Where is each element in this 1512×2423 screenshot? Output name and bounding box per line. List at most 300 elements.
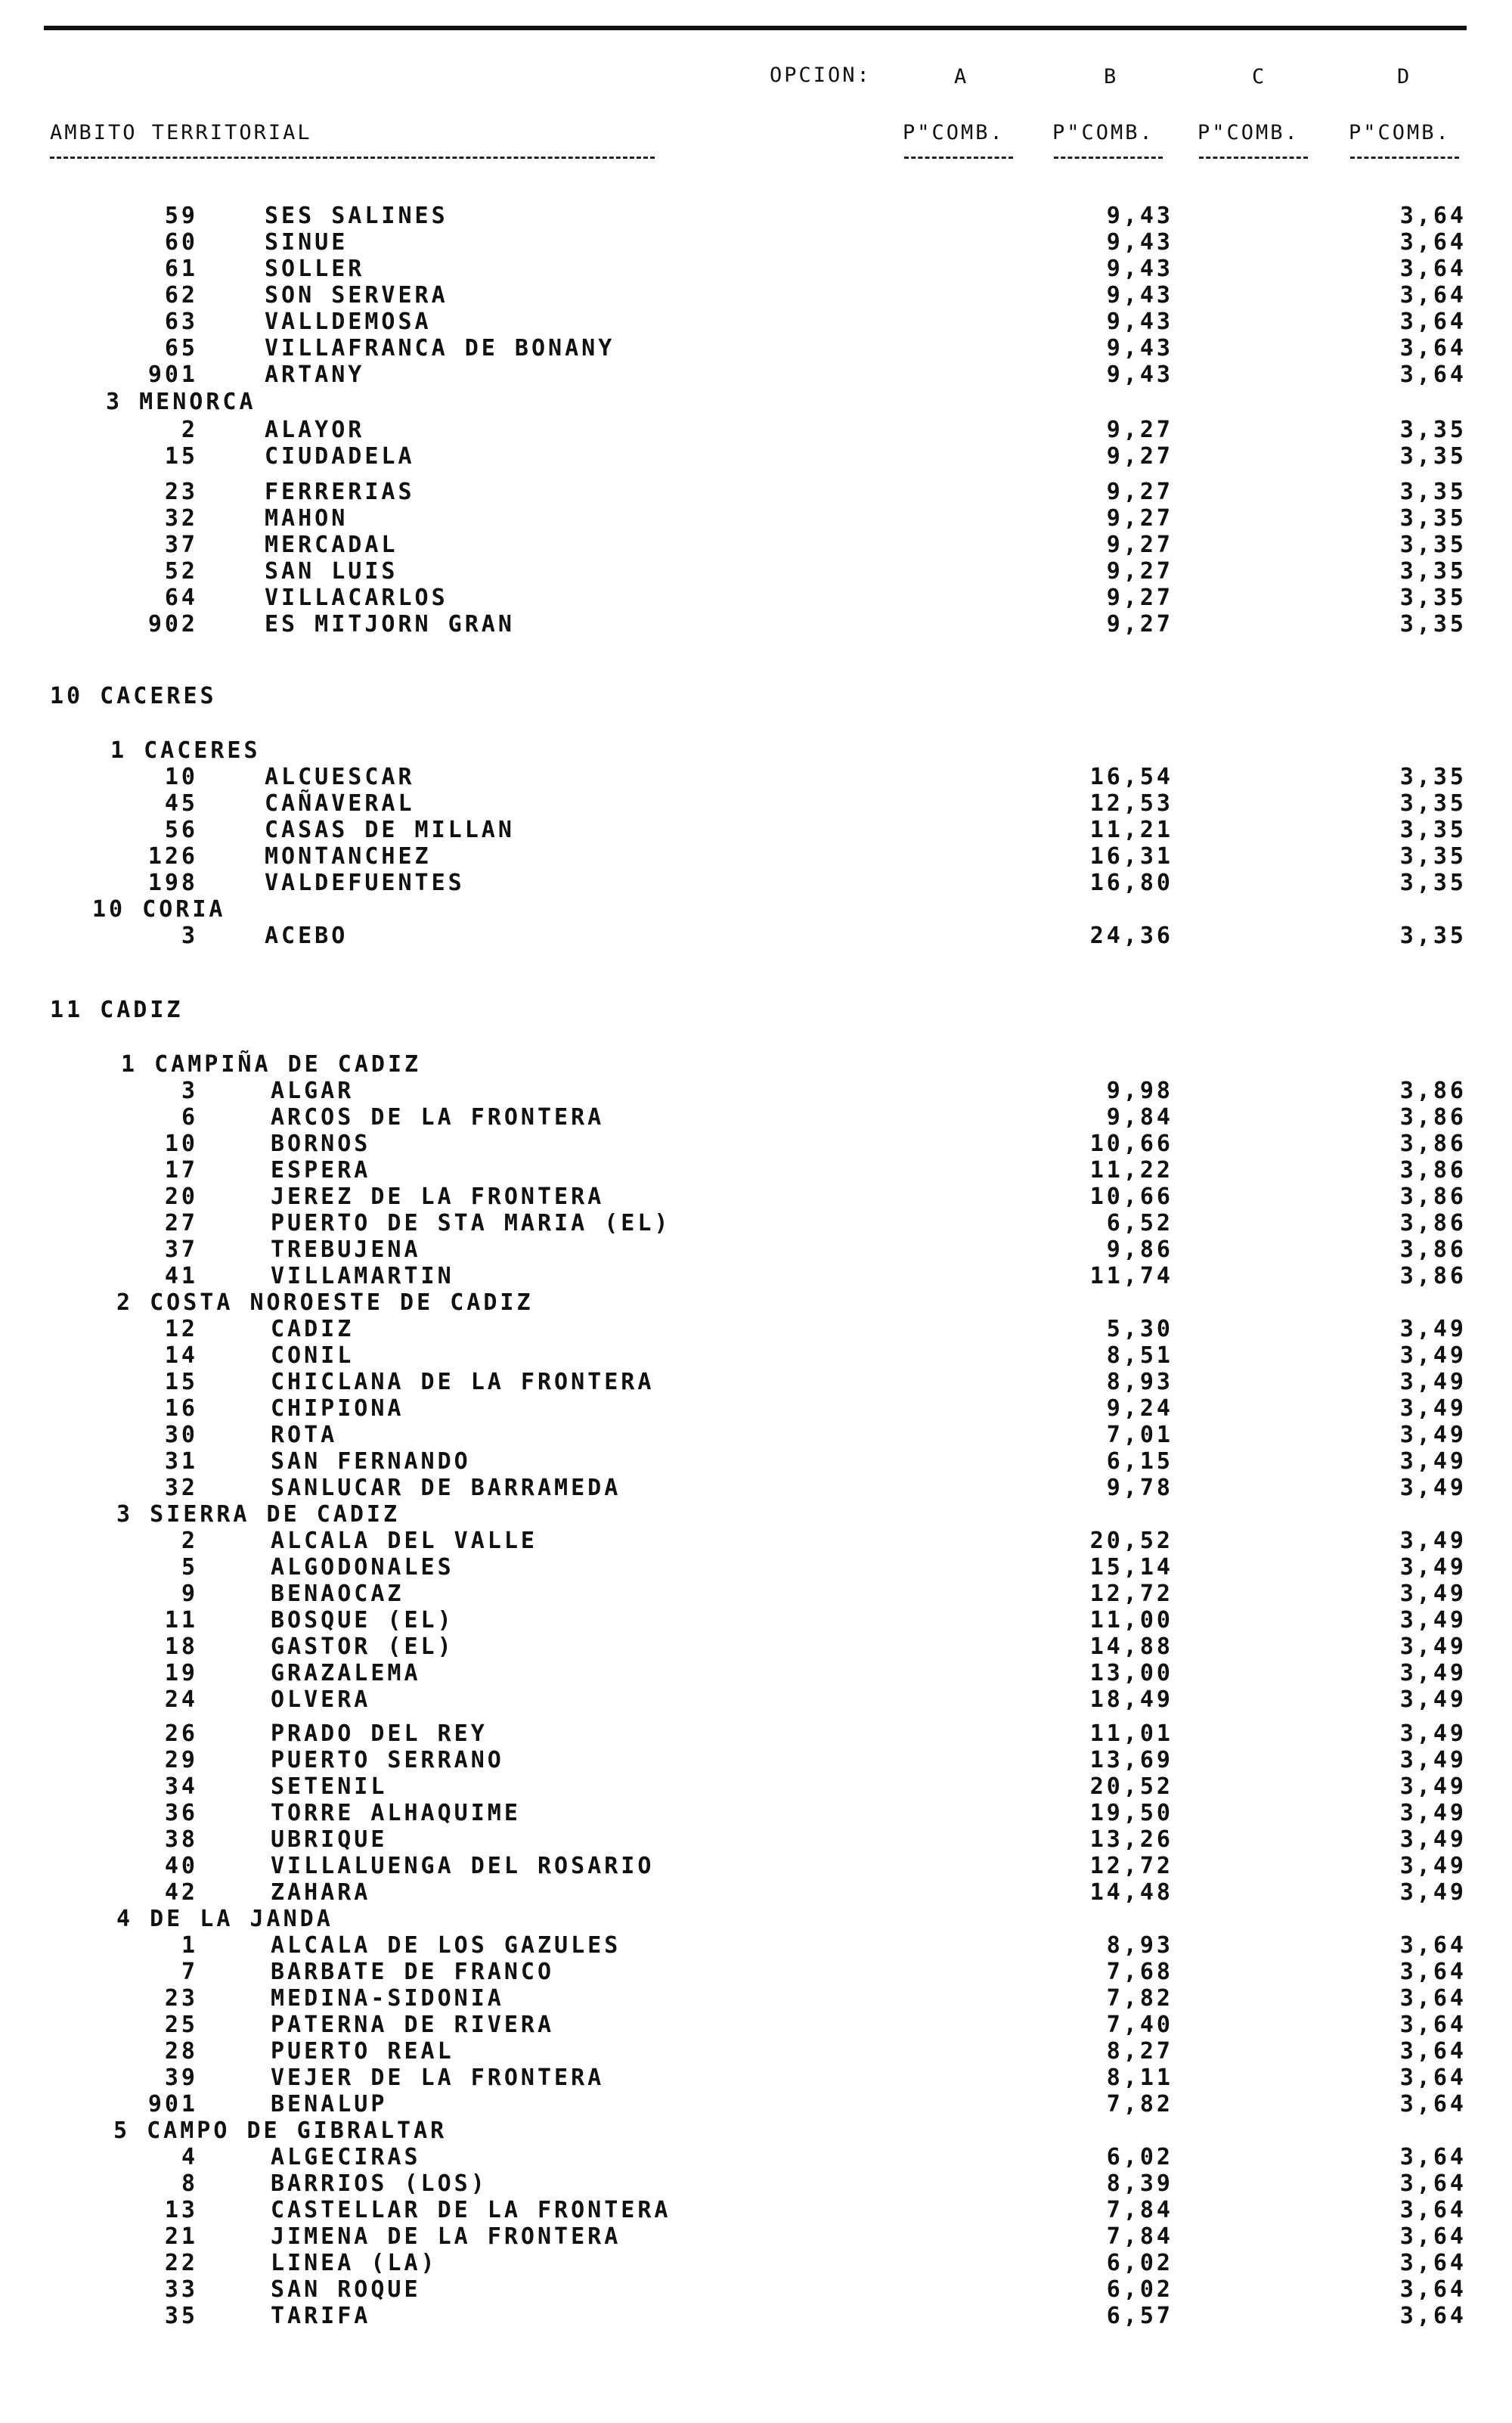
municipality-code: 11 — [164, 1607, 198, 1633]
zone-heading — [0, 389, 1512, 414]
municipality-name: ALGECIRAS — [271, 2144, 421, 2170]
table-row — [0, 1263, 1512, 1289]
option-d-value: 3,49 — [1399, 1528, 1467, 1554]
option-b-value: 5,30 — [1106, 1316, 1173, 1342]
municipality-name: MONTANCHEZ — [265, 843, 432, 870]
option-b-value: 9,43 — [1106, 361, 1173, 388]
option-d-value: 3,49 — [1399, 1853, 1467, 1879]
municipality-code: 28 — [164, 2038, 198, 2065]
municipality-code: 31 — [164, 1448, 198, 1475]
option-d-value: 3,35 — [1399, 923, 1467, 949]
municipality-name: TORRE ALHAQUIME — [271, 1800, 521, 1826]
option-b-value: 14,48 — [1089, 1879, 1173, 1906]
municipality-name: BENAOCAZ — [271, 1581, 404, 1607]
municipality-name: MEDINA-SIDONIA — [271, 1985, 504, 2012]
option-d-value: 3,64 — [1399, 361, 1467, 388]
option-d-value: 3,35 — [1399, 870, 1467, 896]
table-row — [0, 1959, 1512, 1984]
municipality-name: VEJER DE LA FRONTERA — [271, 2065, 605, 2091]
option-b-value: 6,02 — [1106, 2250, 1173, 2276]
option-d-value: 3,35 — [1399, 479, 1467, 505]
municipality-name: CHIPIONA — [271, 1395, 404, 1422]
table-row — [0, 1686, 1512, 1712]
province-heading — [0, 997, 1512, 1022]
option-d-value: 3,35 — [1399, 764, 1467, 790]
option-d-value: 3,49 — [1399, 1316, 1467, 1342]
municipality-code: 59 — [164, 203, 198, 229]
option-b-value: 9,98 — [1106, 1078, 1173, 1104]
option-d-value: 3,86 — [1399, 1078, 1467, 1104]
option-d: D — [1397, 65, 1412, 88]
option-d-value: 3,64 — [1399, 1985, 1467, 2012]
municipality-code: 37 — [164, 532, 198, 558]
top-rule — [44, 26, 1467, 30]
table-row — [0, 417, 1512, 442]
option-d-value: 3,64 — [1399, 2223, 1467, 2250]
municipality-code: 10 — [164, 1131, 198, 1157]
table-row — [0, 2250, 1512, 2276]
municipality-code: 37 — [164, 1236, 198, 1263]
municipality-name: BORNOS — [271, 1131, 371, 1157]
municipality-code: 10 — [164, 764, 198, 790]
option-b-value: 9,27 — [1106, 417, 1173, 443]
municipality-code: 13 — [164, 2197, 198, 2223]
table-row — [0, 1581, 1512, 1606]
municipality-name: SES SALINES — [265, 203, 448, 229]
municipality-code: 14 — [164, 1342, 198, 1369]
municipality-name: TARIFA — [271, 2303, 371, 2329]
municipality-code: 4 — [181, 2144, 198, 2170]
opcion-label: OPCION: — [770, 64, 872, 87]
option-d-value: 3,64 — [1399, 1932, 1467, 1959]
option-d-value: 3,64 — [1399, 1959, 1467, 1985]
table-row — [0, 1422, 1512, 1447]
table-row — [0, 532, 1512, 557]
zone-heading — [0, 1289, 1512, 1315]
municipality-name: CAÑAVERAL — [265, 790, 415, 817]
table-row — [0, 1720, 1512, 1746]
option-a: A — [954, 65, 969, 88]
table-row — [0, 843, 1512, 869]
option-b-value: 7,40 — [1106, 2012, 1173, 2038]
municipality-code: 6 — [181, 1104, 198, 1131]
option-d-value: 3,49 — [1399, 1554, 1467, 1581]
option-b-value: 9,43 — [1106, 309, 1173, 335]
municipality-code: 901 — [147, 2091, 198, 2117]
option-d-value: 3,49 — [1399, 1422, 1467, 1448]
option-b-value: 9,86 — [1106, 1236, 1173, 1263]
municipality-code: 36 — [164, 1800, 198, 1826]
table-row — [0, 1773, 1512, 1799]
option-b-value: 11,21 — [1089, 817, 1173, 843]
col-header-c: P"COMB. — [1198, 121, 1300, 144]
municipality-name: CADIZ — [271, 1316, 355, 1342]
table-row — [0, 1316, 1512, 1342]
municipality-name: PUERTO SERRANO — [271, 1747, 504, 1773]
table-row — [0, 2170, 1512, 2196]
zone-heading — [0, 737, 1512, 763]
option-b-value: 8,27 — [1106, 2038, 1173, 2065]
option-d-value: 3,64 — [1399, 256, 1467, 282]
col-a-underline — [904, 157, 1013, 159]
option-d-value: 3,49 — [1399, 1581, 1467, 1607]
option-b-value: 9,43 — [1106, 256, 1173, 282]
table-row — [0, 790, 1512, 816]
municipality-code: 5 — [181, 1554, 198, 1581]
option-b-value: 8,51 — [1106, 1342, 1173, 1369]
option-b-value: 13,69 — [1089, 1747, 1173, 1773]
option-b-value: 20,52 — [1089, 1528, 1173, 1554]
option-d-value: 3,35 — [1399, 790, 1467, 817]
col-d-underline — [1350, 157, 1459, 159]
option-b-value: 9,27 — [1106, 611, 1173, 638]
option-d-value: 3,49 — [1399, 1800, 1467, 1826]
municipality-name: BENALUP — [271, 2091, 388, 2117]
municipality-name: ROTA — [271, 1422, 338, 1448]
table-row — [0, 1747, 1512, 1773]
option-d-value: 3,35 — [1399, 443, 1467, 470]
municipality-code: 38 — [164, 1826, 198, 1853]
table-row — [0, 1985, 1512, 2011]
option-b-value: 10,66 — [1089, 1184, 1173, 1210]
municipality-code: 17 — [164, 1157, 198, 1184]
municipality-code: 198 — [147, 870, 198, 896]
option-d-value: 3,64 — [1399, 335, 1467, 361]
table-row — [0, 1475, 1512, 1500]
municipality-code: 42 — [164, 1879, 198, 1906]
option-d-value: 3,49 — [1399, 1660, 1467, 1686]
option-d-value: 3,64 — [1399, 2012, 1467, 2038]
table-row — [0, 1554, 1512, 1580]
option-b-value: 19,50 — [1089, 1800, 1173, 1826]
table-row — [0, 558, 1512, 584]
option-d-value: 3,35 — [1399, 585, 1467, 611]
option-d-value: 3,64 — [1399, 2144, 1467, 2170]
municipality-name: JIMENA DE LA FRONTERA — [271, 2223, 621, 2250]
municipality-code: 23 — [164, 479, 198, 505]
option-b-value: 12,72 — [1089, 1853, 1173, 1879]
ambito-underline — [50, 157, 655, 159]
municipality-name: JEREZ DE LA FRONTERA — [271, 1184, 605, 1210]
municipality-code: 52 — [164, 558, 198, 585]
option-d-value: 3,49 — [1399, 1607, 1467, 1633]
col-header-d: P"COMB. — [1349, 121, 1451, 144]
table-row — [0, 1184, 1512, 1209]
municipality-code: 3 — [181, 923, 198, 949]
table-row — [0, 282, 1512, 308]
option-b-value: 15,14 — [1089, 1554, 1173, 1581]
municipality-code: 62 — [164, 282, 198, 309]
municipality-name: TREBUJENA — [271, 1236, 421, 1263]
table-row — [0, 1104, 1512, 1130]
option-b-value: 11,22 — [1089, 1157, 1173, 1184]
municipality-name: BARRIOS (LOS) — [271, 2170, 488, 2197]
municipality-code: 7 — [181, 1959, 198, 1985]
municipality-name: ALCALA DEL VALLE — [271, 1528, 538, 1554]
municipality-code: 41 — [164, 1263, 198, 1289]
option-c: C — [1252, 65, 1267, 88]
table-row — [0, 1932, 1512, 1958]
province-label: 10 CACERES — [50, 683, 217, 709]
province-heading — [0, 683, 1512, 709]
option-b-value: 14,88 — [1089, 1633, 1173, 1660]
province-label: 11 CADIZ — [50, 997, 184, 1023]
option-b-value: 13,00 — [1089, 1660, 1173, 1686]
table-row — [0, 923, 1512, 948]
table-row — [0, 2276, 1512, 2302]
option-b-value: 16,54 — [1089, 764, 1173, 790]
option-b-value: 8,93 — [1106, 1932, 1173, 1959]
option-d-value: 3,49 — [1399, 1475, 1467, 1501]
table-row — [0, 585, 1512, 610]
option-b-value: 9,78 — [1106, 1475, 1173, 1501]
municipality-name: ACEBO — [265, 923, 349, 949]
option-d-value: 3,35 — [1399, 611, 1467, 638]
zone-heading — [0, 2117, 1512, 2143]
municipality-name: UBRIQUE — [271, 1826, 388, 1853]
table-row — [0, 2144, 1512, 2170]
municipality-name: PATERNA DE RIVERA — [271, 2012, 555, 2038]
zone-label: 3 MENORCA — [106, 389, 256, 415]
municipality-name: LINEA (LA) — [271, 2250, 438, 2276]
municipality-code: 902 — [147, 611, 198, 638]
option-d-value: 3,64 — [1399, 2250, 1467, 2276]
municipality-name: CIUDADELA — [265, 443, 415, 470]
table-row — [0, 870, 1512, 895]
option-b-value: 9,27 — [1106, 558, 1173, 585]
municipality-code: 12 — [164, 1316, 198, 1342]
municipality-name: GASTOR (EL) — [271, 1633, 454, 1660]
option-d-value: 3,35 — [1399, 558, 1467, 585]
option-d-value: 3,86 — [1399, 1104, 1467, 1131]
col-header-a: P"COMB. — [903, 121, 1005, 144]
option-b-value: 6,15 — [1106, 1448, 1173, 1475]
option-d-value: 3,64 — [1399, 2065, 1467, 2091]
table-row — [0, 1342, 1512, 1368]
table-row — [0, 479, 1512, 504]
municipality-code: 20 — [164, 1184, 198, 1210]
municipality-name: ARCOS DE LA FRONTERA — [271, 1104, 605, 1131]
option-b-value: 8,11 — [1106, 2065, 1173, 2091]
option-b-value: 12,53 — [1089, 790, 1173, 817]
municipality-code: 39 — [164, 2065, 198, 2091]
zone-heading — [0, 896, 1512, 922]
option-b-value: 9,84 — [1106, 1104, 1173, 1131]
municipality-name: SINUE — [265, 229, 349, 256]
municipality-name: PUERTO REAL — [271, 2038, 454, 2065]
table-row — [0, 2223, 1512, 2249]
municipality-name: CONIL — [271, 1342, 355, 1369]
option-b-value: 20,52 — [1089, 1773, 1173, 1800]
municipality-name: BOSQUE (EL) — [271, 1607, 454, 1633]
option-d-value: 3,86 — [1399, 1184, 1467, 1210]
option-d-value: 3,64 — [1399, 203, 1467, 229]
option-b-value: 6,02 — [1106, 2276, 1173, 2303]
municipality-name: SAN LUIS — [265, 558, 398, 585]
option-b-value: 9,27 — [1106, 585, 1173, 611]
municipality-code: 1 — [181, 1932, 198, 1959]
option-b-value: 9,27 — [1106, 443, 1173, 470]
table-row — [0, 443, 1512, 469]
option-b-value: 10,66 — [1089, 1131, 1173, 1157]
option-b-value: 24,36 — [1089, 923, 1173, 949]
option-d-value: 3,49 — [1399, 1747, 1467, 1773]
table-row — [0, 611, 1512, 637]
table-row — [0, 1853, 1512, 1879]
zone-label: 10 CORIA — [92, 896, 226, 923]
option-b-value: 16,31 — [1089, 843, 1173, 870]
municipality-name: PRADO DEL REY — [271, 1720, 488, 1747]
option-b-value: 9,24 — [1106, 1395, 1173, 1422]
table-row — [0, 1131, 1512, 1156]
municipality-name: SON SERVERA — [265, 282, 448, 309]
option-b-value: 9,27 — [1106, 505, 1173, 532]
municipality-code: 21 — [164, 2223, 198, 2250]
option-b-value: 9,27 — [1106, 532, 1173, 558]
option-b-value: 13,26 — [1089, 1826, 1173, 1853]
option-d-value: 3,64 — [1399, 2038, 1467, 2065]
municipality-name: CASAS DE MILLAN — [265, 817, 515, 843]
option-b-value: 9,43 — [1106, 335, 1173, 361]
municipality-code: 9 — [181, 1581, 198, 1607]
municipality-name: VILLAFRANCA DE BONANY — [265, 335, 615, 361]
table-row — [0, 1395, 1512, 1421]
table-row — [0, 335, 1512, 361]
option-b-value: 11,01 — [1089, 1720, 1173, 1747]
table-row — [0, 1528, 1512, 1553]
option-b-value: 11,00 — [1089, 1607, 1173, 1633]
municipality-code: 63 — [164, 309, 198, 335]
municipality-name: ALGODONALES — [271, 1554, 454, 1581]
municipality-code: 56 — [164, 817, 198, 843]
municipality-name: VILLACARLOS — [265, 585, 448, 611]
municipality-code: 16 — [164, 1395, 198, 1422]
table-row — [0, 1448, 1512, 1474]
table-row — [0, 2012, 1512, 2037]
option-b-value: 9,43 — [1106, 203, 1173, 229]
table-row — [0, 817, 1512, 842]
col-header-b: P"COMB. — [1052, 121, 1154, 144]
option-d-value: 3,35 — [1399, 417, 1467, 443]
option-b-value: 6,52 — [1106, 1210, 1173, 1236]
municipality-code: 27 — [164, 1210, 198, 1236]
municipality-name: VALLDEMOSA — [265, 309, 432, 335]
municipality-code: 901 — [147, 361, 198, 388]
municipality-code: 32 — [164, 505, 198, 532]
municipality-name: ESPERA — [271, 1157, 371, 1184]
municipality-code: 2 — [181, 417, 198, 443]
municipality-code: 2 — [181, 1528, 198, 1554]
option-d-value: 3,49 — [1399, 1826, 1467, 1853]
table-row — [0, 1879, 1512, 1905]
zone-heading — [0, 1906, 1512, 1931]
table-row — [0, 764, 1512, 790]
zone-label: 1 CACERES — [110, 737, 261, 764]
table-row — [0, 1607, 1512, 1633]
municipality-code: 25 — [164, 2012, 198, 2038]
municipality-name: VILLAMARTIN — [271, 1263, 454, 1289]
municipality-name: MERCADAL — [265, 532, 398, 558]
municipality-name: CHICLANA DE LA FRONTERA — [271, 1369, 655, 1395]
zone-label: 5 CAMPO DE GIBRALTAR — [113, 2117, 448, 2144]
option-d-value: 3,49 — [1399, 1342, 1467, 1369]
option-d-value: 3,49 — [1399, 1633, 1467, 1660]
table-row — [0, 203, 1512, 228]
municipality-code: 60 — [164, 229, 198, 256]
table-row — [0, 1826, 1512, 1852]
table-row — [0, 1800, 1512, 1826]
municipality-name: FERRERIAS — [265, 479, 415, 505]
option-b-value: 9,43 — [1106, 229, 1173, 256]
municipality-code: 19 — [164, 1660, 198, 1686]
option-d-value: 3,64 — [1399, 229, 1467, 256]
municipality-name: SAN ROQUE — [271, 2276, 421, 2303]
municipality-code: 24 — [164, 1686, 198, 1713]
table-row — [0, 2091, 1512, 2117]
table-row — [0, 1369, 1512, 1395]
option-d-value: 3,49 — [1399, 1448, 1467, 1475]
option-b-value: 8,93 — [1106, 1369, 1173, 1395]
municipality-code: 34 — [164, 1773, 198, 1800]
municipality-name: ALCUESCAR — [265, 764, 415, 790]
option-b-value: 7,01 — [1106, 1422, 1173, 1448]
municipality-code: 22 — [164, 2250, 198, 2276]
municipality-code: 8 — [181, 2170, 198, 2197]
table-row — [0, 1078, 1512, 1103]
option-d-value: 3,64 — [1399, 309, 1467, 335]
option-b-value: 6,02 — [1106, 2144, 1173, 2170]
zone-label: 3 SIERRA DE CADIZ — [116, 1501, 401, 1528]
option-b-value: 7,82 — [1106, 1985, 1173, 2012]
municipality-code: 26 — [164, 1720, 198, 1747]
option-d-value: 3,86 — [1399, 1210, 1467, 1236]
option-d-value: 3,64 — [1399, 282, 1467, 309]
municipality-name: ALAYOR — [265, 417, 365, 443]
option-b-value: 7,82 — [1106, 2091, 1173, 2117]
municipality-code: 29 — [164, 1747, 198, 1773]
option-b: B — [1104, 65, 1119, 88]
municipality-name: ALGAR — [271, 1078, 355, 1104]
option-d-value: 3,49 — [1399, 1720, 1467, 1747]
municipality-code: 61 — [164, 256, 198, 282]
municipality-name: ARTANY — [265, 361, 365, 388]
ambito-territorial-header: AMBITO TERRITORIAL — [50, 121, 312, 144]
option-d-value: 3,35 — [1399, 505, 1467, 532]
table-row — [0, 505, 1512, 531]
municipality-name: CASTELLAR DE LA FRONTERA — [271, 2197, 671, 2223]
table-row — [0, 361, 1512, 387]
table-row — [0, 2065, 1512, 2090]
table-row — [0, 1210, 1512, 1236]
table-row — [0, 2303, 1512, 2328]
option-b-value: 11,74 — [1089, 1263, 1173, 1289]
municipality-name: MAHON — [265, 505, 349, 532]
option-b-value: 6,57 — [1106, 2303, 1173, 2329]
municipality-code: 64 — [164, 585, 198, 611]
option-d-value: 3,35 — [1399, 532, 1467, 558]
option-b-value: 7,84 — [1106, 2197, 1173, 2223]
option-b-value: 12,72 — [1089, 1581, 1173, 1607]
municipality-code: 126 — [147, 843, 198, 870]
municipality-name: ES MITJORN GRAN — [265, 611, 515, 638]
option-d-value: 3,86 — [1399, 1236, 1467, 1263]
municipality-code: 3 — [181, 1078, 198, 1104]
table-row — [0, 2197, 1512, 2223]
zone-label: 1 CAMPIÑA DE CADIZ — [121, 1051, 422, 1078]
option-b-value: 16,80 — [1089, 870, 1173, 896]
municipality-code: 15 — [164, 443, 198, 470]
option-d-value: 3,49 — [1399, 1686, 1467, 1713]
